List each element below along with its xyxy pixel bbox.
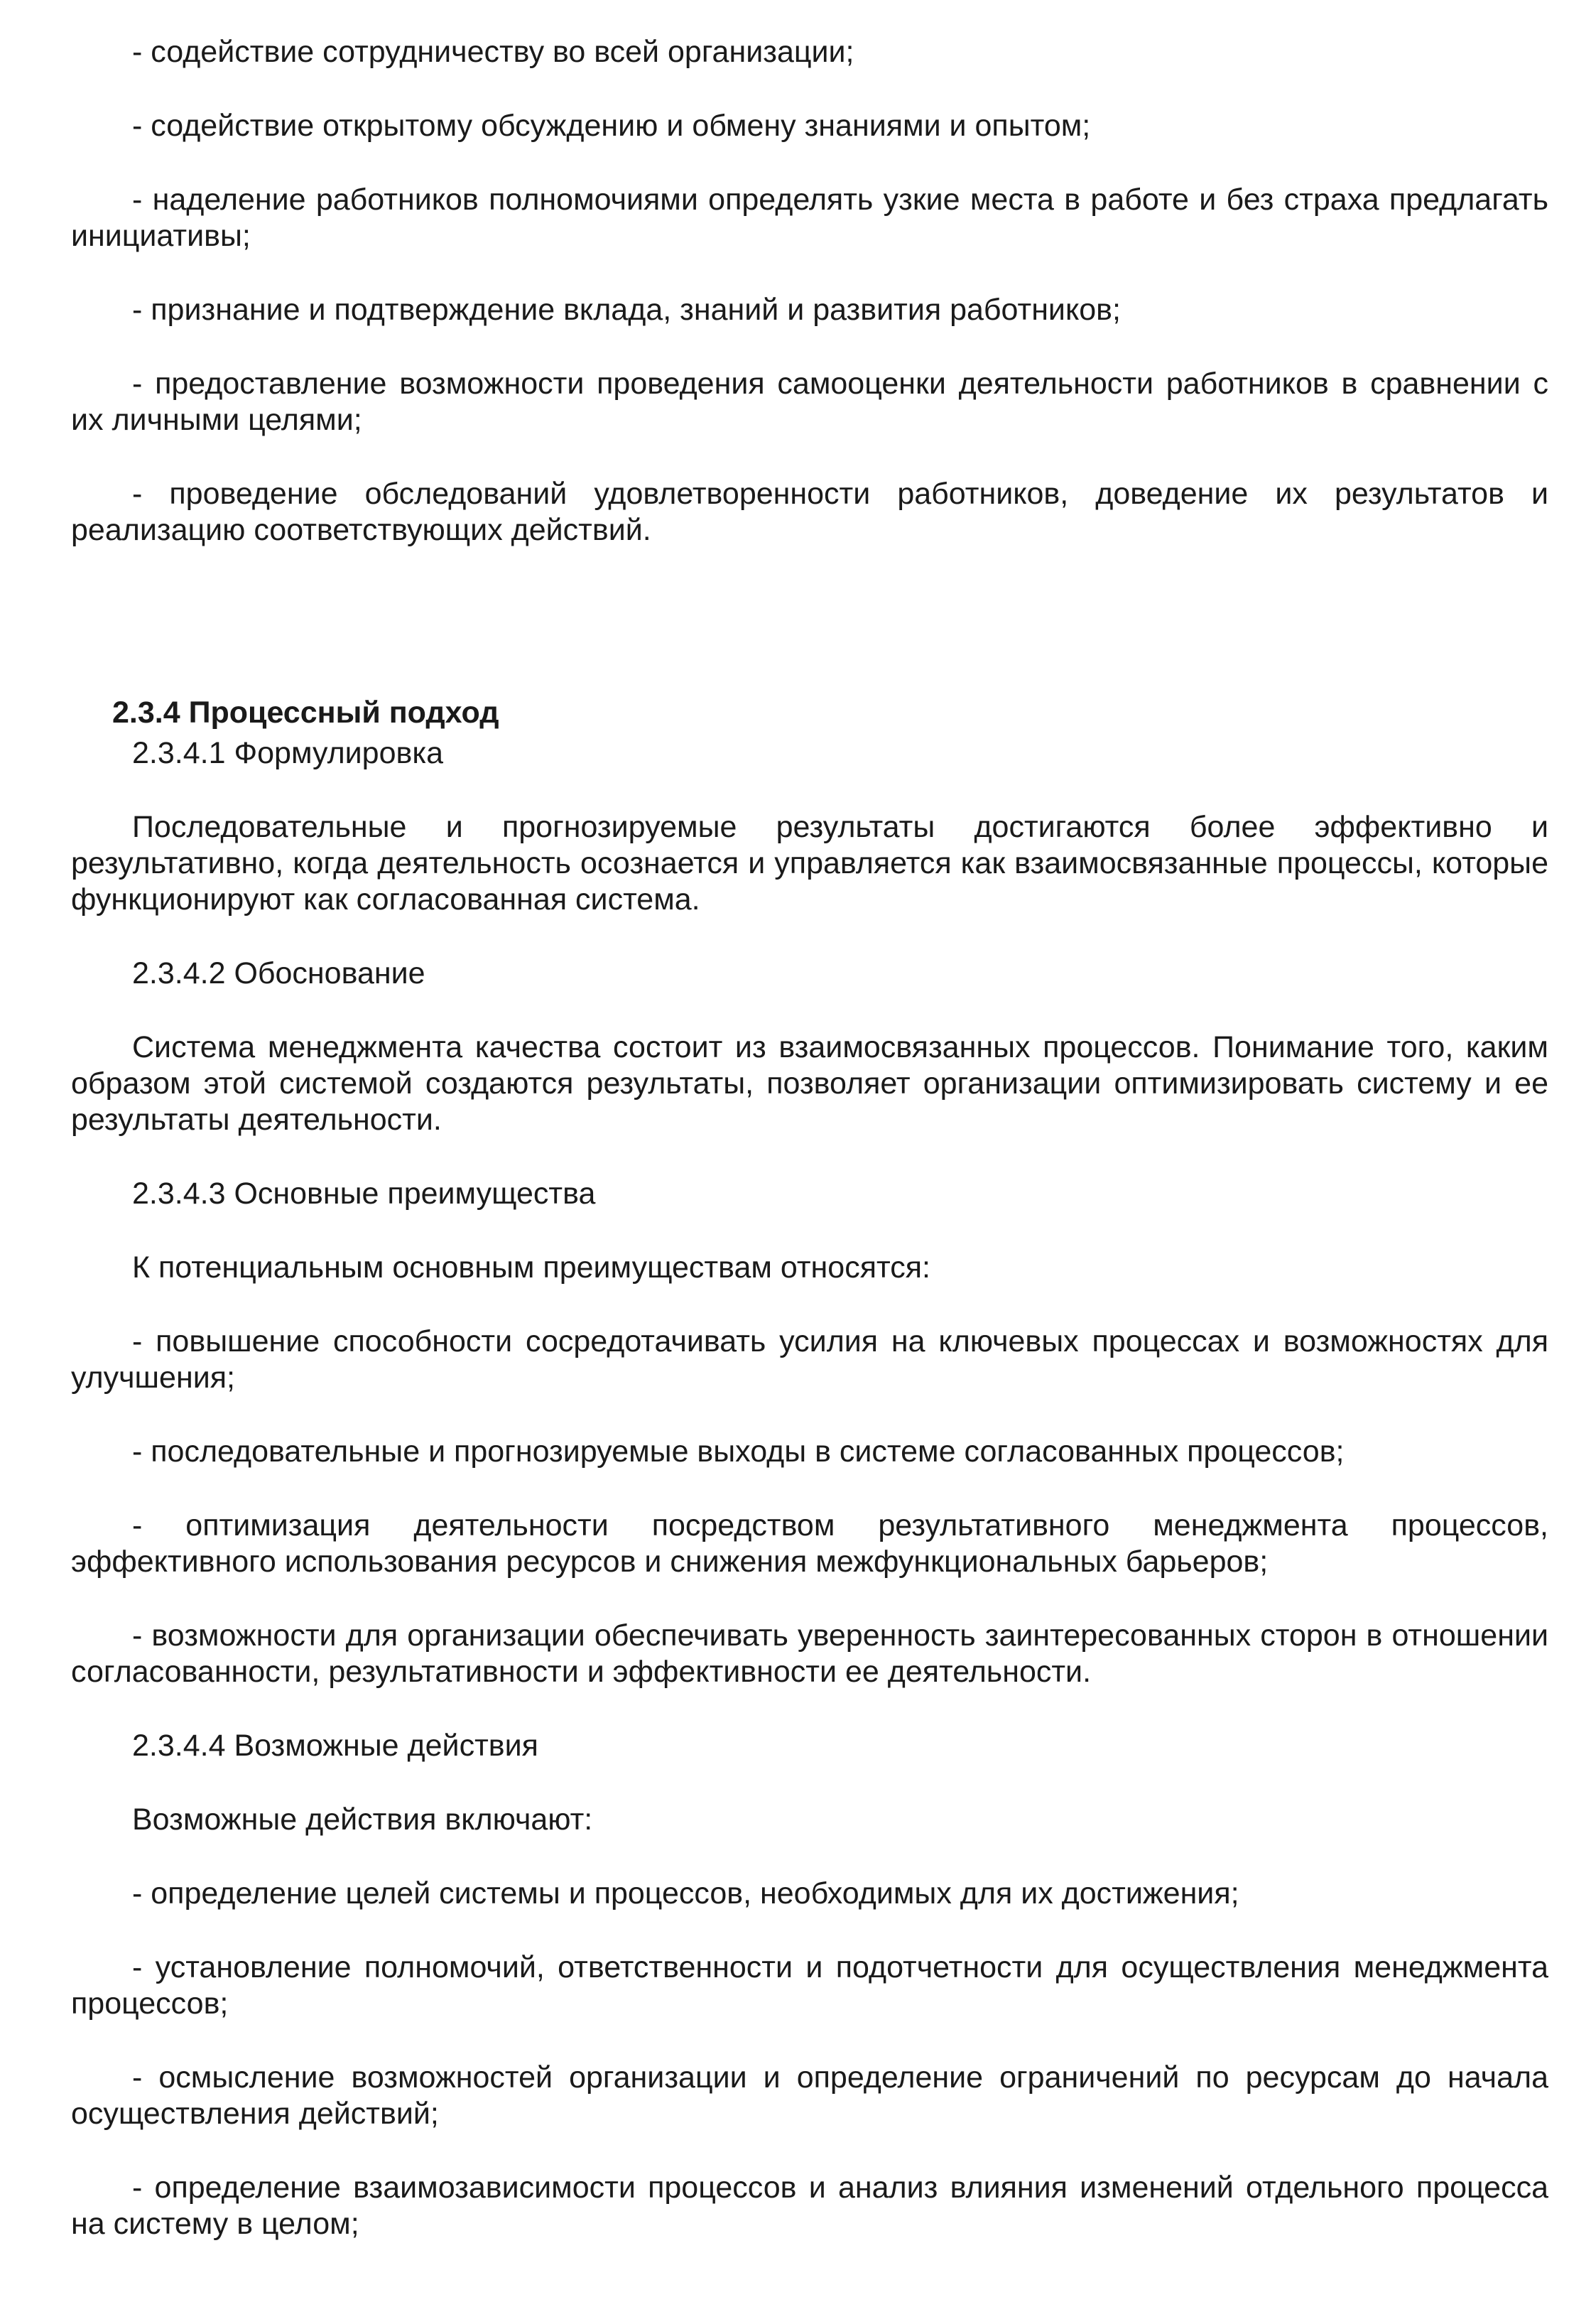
list-item: - осмысление возможностей организации и определение ограничений по ресурсам до начала осуществления действий;: [71, 2060, 1548, 2131]
paragraph: К потенциальным основным преимуществам относятся:: [132, 1250, 930, 1285]
subsection-title: 2.3.4.1 Формулировка: [132, 736, 444, 770]
document-page: [71, 34, 1548, 2280]
list-item: - наделение работников полномочиями определять узкие места в работе и без страха предлагать инициативы;: [71, 183, 1548, 253]
subsection-title: 2.3.4.4 Возможные действия: [132, 1729, 538, 1763]
list-item: - признание и подтверждение вклада, знаний и развития работников;: [132, 293, 1121, 327]
list-item: - последовательные и прогнозируемые выходы в системе согласованных процессов;: [132, 1434, 1345, 1469]
list-item: - повышение способности сосредотачивать усилия на ключевых процессах и возможностях для улучшения;: [71, 1324, 1548, 1395]
list-item: - определение взаимозависимости процессов и анализ влияния изменений отдельного процесса на систему в целом;: [71, 2171, 1548, 2241]
list-item: - предоставление возможности проведения самооценки деятельности работников в сравнении с их личными целями;: [71, 367, 1548, 437]
list-item: - оптимизация деятельности посредством результативного менеджмента процессов, эффективного использования ресурсов и снижения межфункциональных барьеров;: [71, 1508, 1548, 1579]
subsection-title: 2.3.4.2 Обоснование: [132, 956, 425, 990]
paragraph: Последовательные и прогнозируемые результаты достигаются более эффективно и результативно, когда деятельность осознается и управляется как взаимосвязанные процессы, которые функционируют как согласованная система.: [71, 810, 1548, 917]
list-item: - установление полномочий, ответственности и подотчетности для осуществления менеджмента процессов;: [71, 1950, 1548, 2021]
list-item: - содействие сотрудничеству во всей организации;: [132, 35, 854, 69]
paragraph: Возможные действия включают:: [132, 1803, 593, 1837]
list-item: - определение целей системы и процессов, необходимых для их достижения;: [132, 1876, 1239, 1910]
list-item: - содействие открытому обсуждению и обмену знаниями и опытом;: [132, 109, 1091, 143]
subsection-title: 2.3.4.3 Основные преимущества: [132, 1177, 596, 1211]
section-spacer: [71, 586, 1548, 695]
list-item: - возможности для организации обеспечивать уверенность заинтересованных сторон в отношении согласованности, результативности и эффективности ее деятельности.: [71, 1618, 1548, 1689]
list-item: - проведение обследований удовлетворенности работников, доведение их результатов и реализацию соответствующих действий.: [71, 477, 1548, 547]
paragraph: Система менеджмента качества состоит из взаимосвязанных процессов. Понимание того, каким образом этой системой создаются результаты, позволяет организации оптимизировать систему и ее результаты деятельности.: [71, 1030, 1548, 1137]
section-heading: 2.3.4 Процессный подход: [112, 696, 499, 730]
